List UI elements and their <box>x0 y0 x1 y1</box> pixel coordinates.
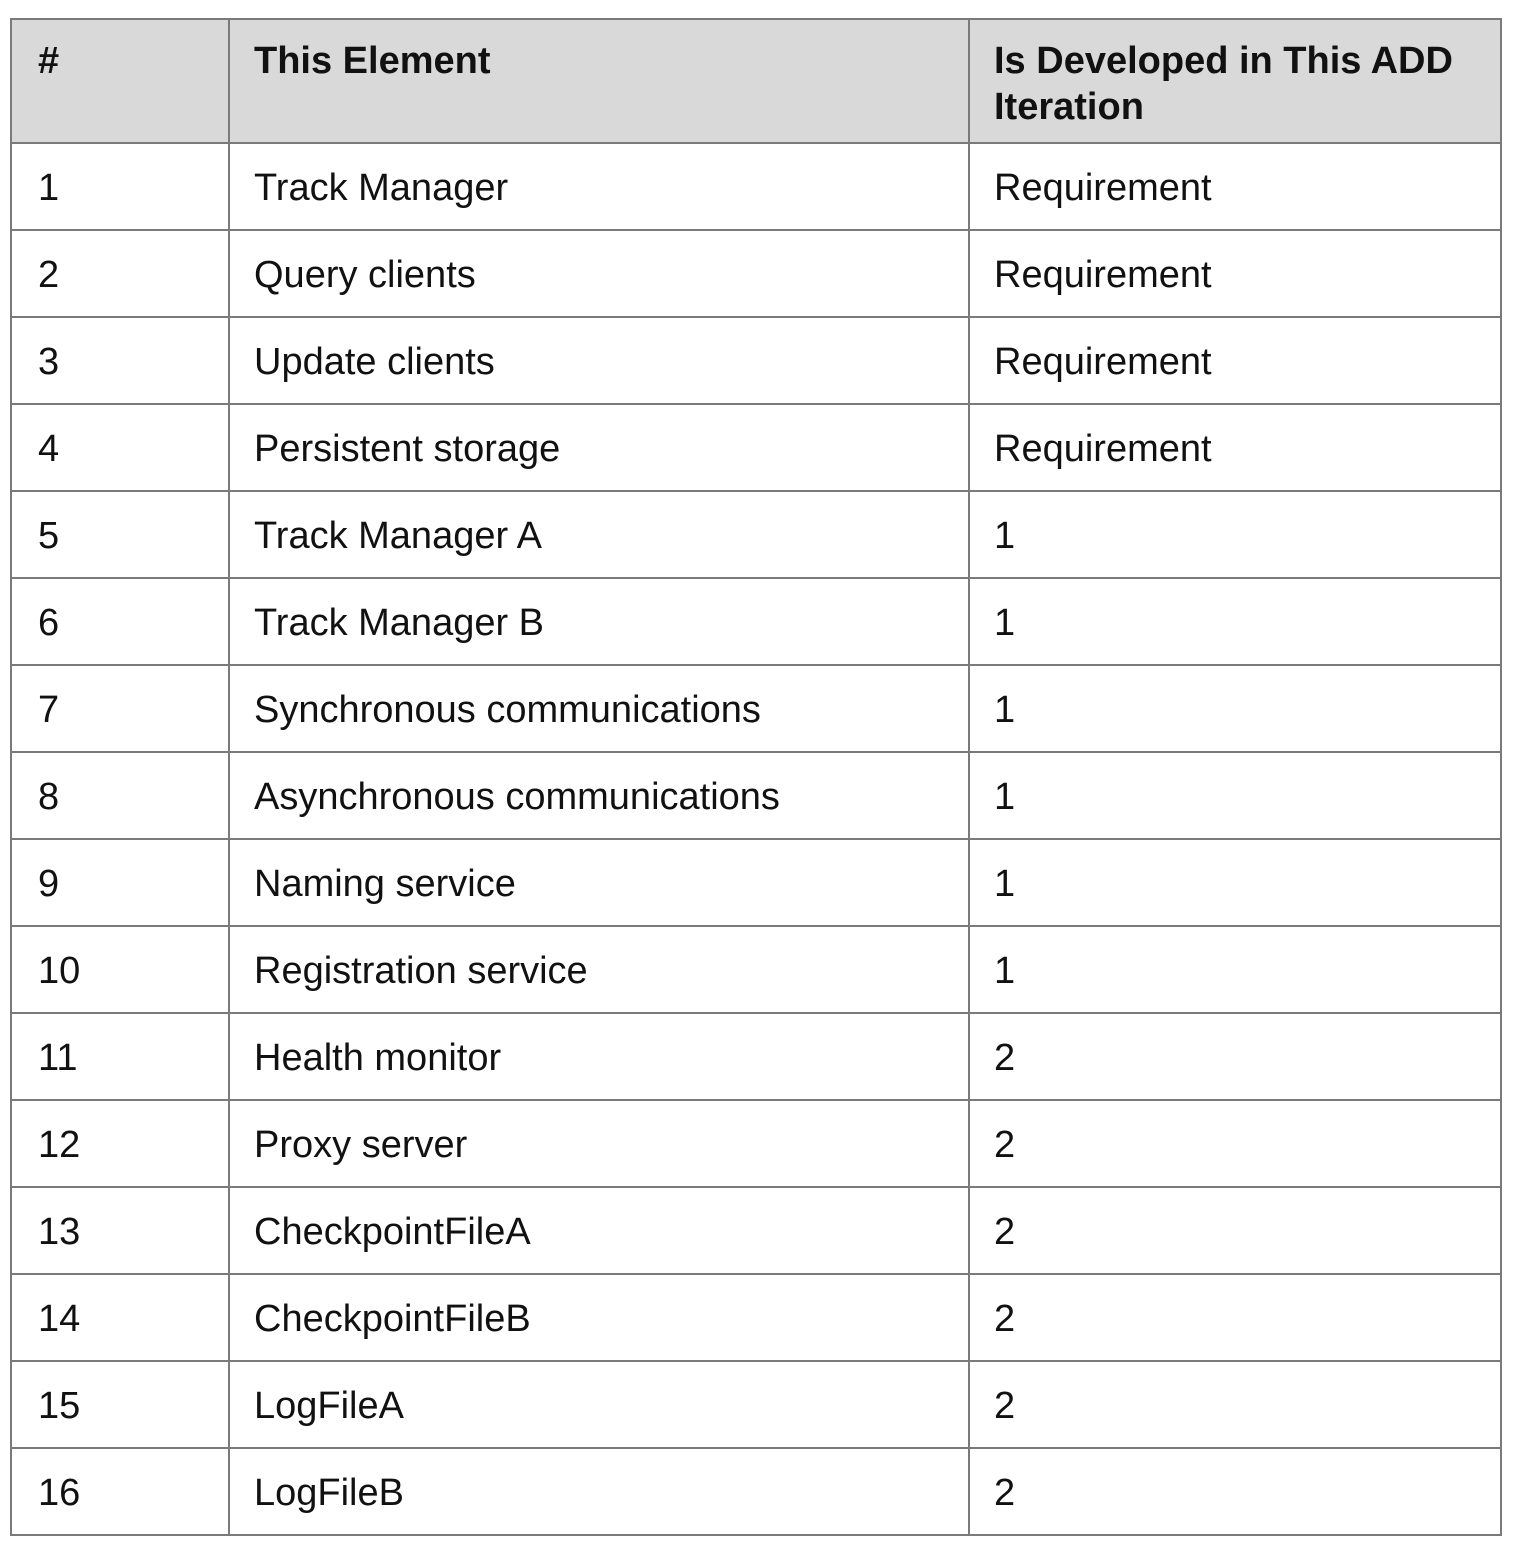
header-row <box>11 19 1501 143</box>
table-row <box>11 665 1501 752</box>
cell-element: Query clients <box>229 230 969 317</box>
cell-element: Track Manager <box>229 143 969 230</box>
cell-iteration: 1 <box>969 578 1501 665</box>
cell-iteration: 2 <box>969 1013 1501 1100</box>
cell-number: 16 <box>11 1448 229 1535</box>
cell-number: 8 <box>11 752 229 839</box>
cell-number: 9 <box>11 839 229 926</box>
cell-element: Track Manager B <box>229 578 969 665</box>
table-row <box>11 317 1501 404</box>
cell-element: CheckpointFileB <box>229 1274 969 1361</box>
table-row <box>11 839 1501 926</box>
cell-element: Update clients <box>229 317 969 404</box>
cell-iteration: 1 <box>969 926 1501 1013</box>
cell-iteration: Requirement <box>969 317 1501 404</box>
cell-number: 14 <box>11 1274 229 1361</box>
cell-element: CheckpointFileA <box>229 1187 969 1274</box>
table-row <box>11 1448 1501 1535</box>
table-row <box>11 404 1501 491</box>
cell-iteration: Requirement <box>969 143 1501 230</box>
table-row <box>11 143 1501 230</box>
cell-number: 11 <box>11 1013 229 1100</box>
table-row <box>11 1013 1501 1100</box>
cell-iteration: 1 <box>969 839 1501 926</box>
cell-number: 12 <box>11 1100 229 1187</box>
cell-number: 15 <box>11 1361 229 1448</box>
cell-iteration: 2 <box>969 1448 1501 1535</box>
header-iteration: Is Developed in This ADD Iteration <box>969 19 1501 143</box>
header-number: # <box>11 19 229 143</box>
cell-number: 5 <box>11 491 229 578</box>
cell-iteration: Requirement <box>969 404 1501 491</box>
cell-element: LogFileB <box>229 1448 969 1535</box>
cell-number: 10 <box>11 926 229 1013</box>
table-body <box>11 143 1501 1535</box>
table-row <box>11 230 1501 317</box>
cell-number: 13 <box>11 1187 229 1274</box>
table-row <box>11 1187 1501 1274</box>
cell-element: Asynchronous communications <box>229 752 969 839</box>
cell-element: Track Manager A <box>229 491 969 578</box>
cell-number: 6 <box>11 578 229 665</box>
cell-element: Proxy server <box>229 1100 969 1187</box>
cell-number: 3 <box>11 317 229 404</box>
cell-iteration: 1 <box>969 752 1501 839</box>
cell-iteration: 2 <box>969 1100 1501 1187</box>
cell-element: Synchronous communications <box>229 665 969 752</box>
cell-number: 2 <box>11 230 229 317</box>
cell-iteration: 1 <box>969 665 1501 752</box>
table-row <box>11 1274 1501 1361</box>
cell-element: Health monitor <box>229 1013 969 1100</box>
table-row <box>11 578 1501 665</box>
table-header <box>11 19 1501 143</box>
cell-iteration: 2 <box>969 1361 1501 1448</box>
table-row <box>11 1361 1501 1448</box>
cell-iteration: Requirement <box>969 230 1501 317</box>
cell-iteration: 1 <box>969 491 1501 578</box>
cell-iteration: 2 <box>969 1187 1501 1274</box>
table-row <box>11 926 1501 1013</box>
element-iteration-table <box>10 18 1502 1536</box>
table-row <box>11 752 1501 839</box>
table-row <box>11 1100 1501 1187</box>
table-row <box>11 491 1501 578</box>
header-element: This Element <box>229 19 969 143</box>
cell-element: Persistent storage <box>229 404 969 491</box>
cell-iteration: 2 <box>969 1274 1501 1361</box>
cell-number: 1 <box>11 143 229 230</box>
cell-element: Registration service <box>229 926 969 1013</box>
cell-number: 4 <box>11 404 229 491</box>
cell-number: 7 <box>11 665 229 752</box>
cell-element: LogFileA <box>229 1361 969 1448</box>
cell-element: Naming service <box>229 839 969 926</box>
